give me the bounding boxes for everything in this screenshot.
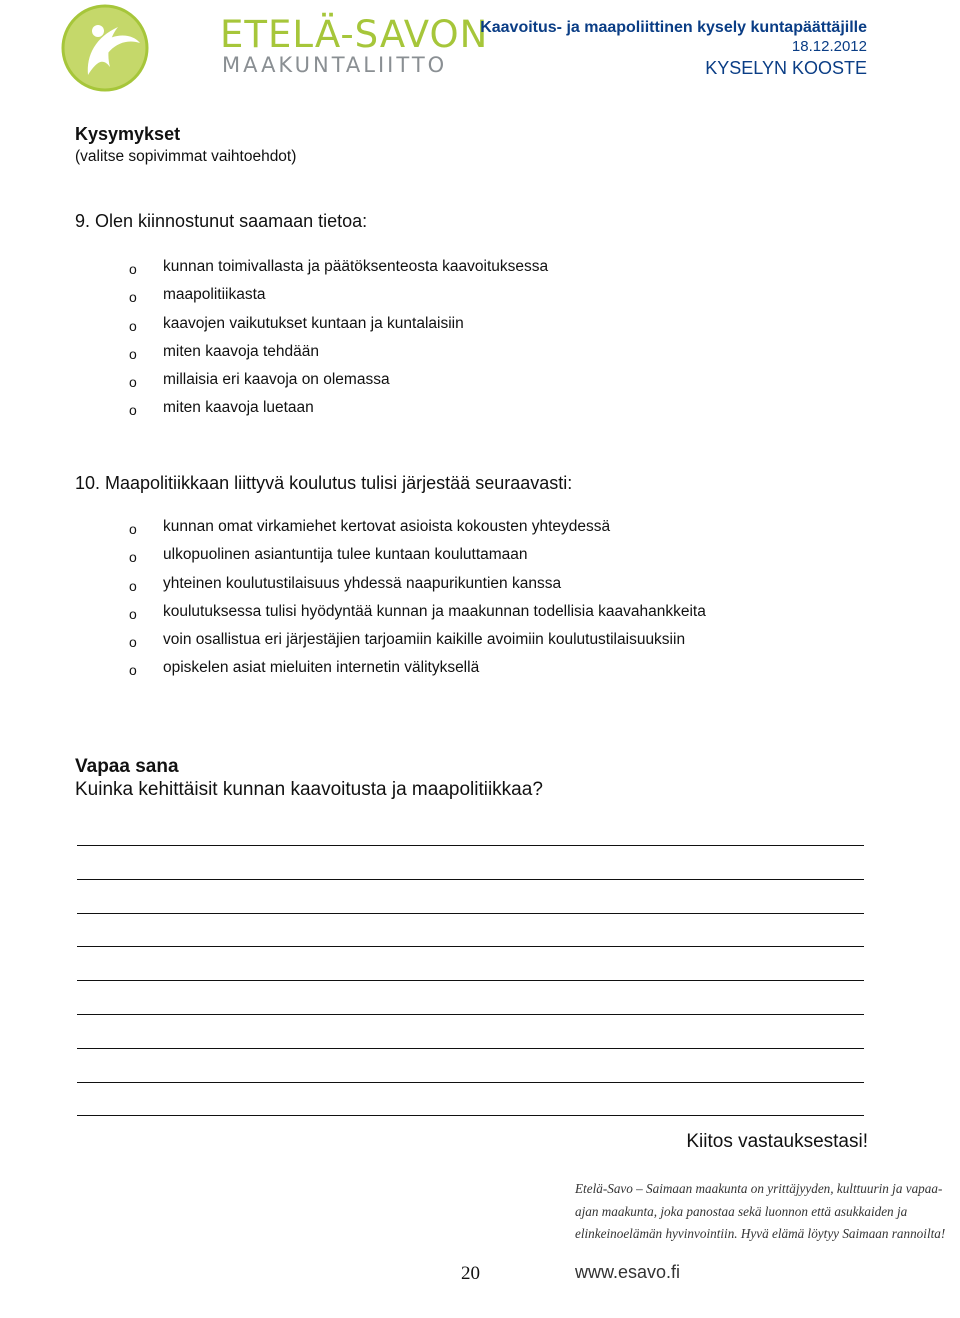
option-bullet-icon: o (129, 402, 137, 419)
answer-line[interactable] (77, 1082, 864, 1083)
thanks-text: Kiitos vastauksestasi! (686, 1131, 868, 1152)
option-bullet-icon: o (129, 374, 137, 391)
answer-line[interactable] (77, 1014, 864, 1015)
option-bullet-icon: o (129, 289, 137, 306)
option-label: maapolitiikasta (163, 286, 266, 304)
option-bullet-icon: o (129, 605, 137, 622)
option-bullet-icon: o (129, 261, 137, 277)
answer-line[interactable] (77, 1048, 864, 1049)
footer-slogan: Etelä-Savo – Saimaan maakunta on yrittäjyyden, kulttuurin ja vapaa-ajan maakunta, joka panostaa sekä luonnon että asukkaiden ja elinkeinoelämän hyvinvointiin. Hyvä elämä löytyy Saimaan rannoilta! (575, 1181, 946, 1241)
answer-line[interactable] (77, 913, 864, 914)
answer-line[interactable] (77, 879, 864, 880)
option-bullet-icon: o (129, 549, 137, 566)
option-bullet-icon: o (129, 577, 137, 594)
option-label: kaavojen vaikutukset kuntaan ja kuntalaisiin (163, 314, 464, 332)
document-date: 18.12.2012 (791, 38, 867, 55)
option-label: miten kaavoja luetaan (163, 399, 314, 417)
document-title: Kaavoitus- ja maapoliittinen kysely kuntapäättäjille (480, 19, 867, 36)
option-label: yhteinen koulutustilaisuus yhdessä naapurikuntien kanssa (163, 574, 562, 592)
option-bullet-icon: o (129, 662, 137, 679)
logo-emblem-icon (58, 3, 168, 93)
free-word-title: Vapaa sana (75, 756, 179, 777)
option-label: koulutuksessa tulisi hyödyntää kunnan ja maakunnan todellisia kaavahankkeita (163, 602, 706, 620)
questions-hint: (valitse sopivimmat vaihtoehdot) (75, 148, 297, 165)
question-9-title: 9. Olen kiinnostunut saamaan tietoa: (75, 211, 368, 231)
option-label: kunnan omat virkamiehet kertovat asioista kokousten yhteydessä (163, 518, 611, 535)
logo-text-line2: MAAKUNTALIITTO (222, 53, 448, 77)
option-label: voin osallistua eri järjestäjien tarjoamiin kaikille avoimiin koulutustilaisuuksiin (163, 631, 686, 649)
option-bullet-icon: o (129, 634, 137, 651)
footer-url: www.esavo.fi (575, 1262, 681, 1282)
document-subtitle: KYSELYN KOOSTE (705, 58, 867, 78)
option-label: kunnan toimivallasta ja päätöksenteosta kaavoituksessa (163, 258, 549, 275)
etela-savon-maakuntaliitto-logo (58, 3, 489, 93)
logo-text-line1: ETELÄ-SAVON (220, 13, 489, 56)
option-label: ulkopuolinen asiantuntija tulee kuntaan kouluttamaan (163, 546, 528, 564)
answer-line[interactable] (77, 980, 864, 981)
option-label: miten kaavoja tehdään (163, 342, 319, 360)
option-label: millaisia eri kaavoja on olemassa (163, 371, 390, 389)
option-bullet-icon: o (129, 317, 137, 334)
question-10-title: 10. Maapolitiikkaan liittyvä koulutus tulisi järjestää seuraavasti: (75, 473, 573, 493)
answer-line[interactable] (77, 845, 864, 846)
option-label: opiskelen asiat mieluiten internetin välityksellä (163, 659, 480, 677)
free-word-question: Kuinka kehittäisit kunnan kaavoitusta ja maapolitiikkaa? (75, 779, 543, 800)
answer-line[interactable] (77, 1115, 864, 1116)
option-bullet-icon: o (129, 345, 137, 362)
page-number: 20 (461, 1263, 480, 1284)
answer-line[interactable] (77, 946, 864, 947)
questions-heading: Kysymykset (75, 124, 181, 144)
option-bullet-icon: o (129, 521, 137, 537)
